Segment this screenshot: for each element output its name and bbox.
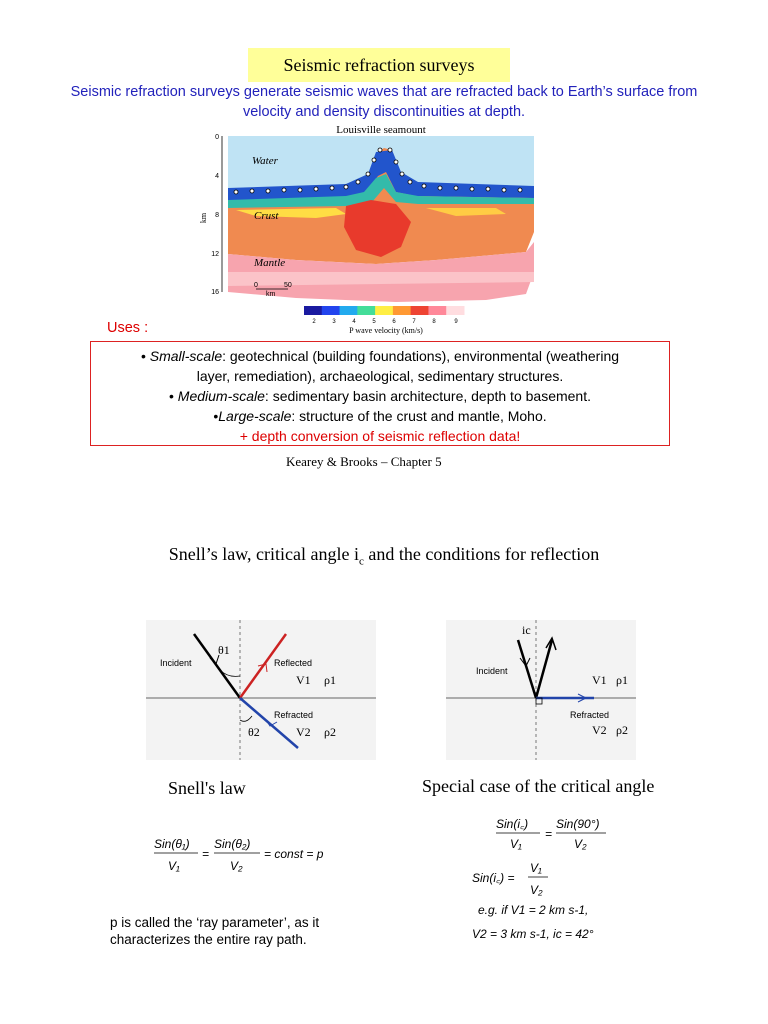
critical-caption: Special case of the critical angle: [422, 776, 655, 796]
uses-label: Uses :: [107, 320, 149, 336]
incident-label: Incident: [160, 658, 192, 668]
label-crust: Crust: [254, 210, 279, 222]
y-tick: 12: [211, 251, 219, 258]
v2-label: V2: [592, 723, 607, 737]
large-scale-label: Large-scale: [218, 408, 292, 424]
svg-text:Sin(θ₂): Sin(θ₂): [214, 837, 251, 851]
svg-text:8: 8: [432, 319, 436, 325]
incident-label: Incident: [476, 666, 508, 676]
rho2-label: ρ2: [324, 725, 336, 739]
snell-rhs: = const = p: [264, 847, 324, 861]
reflected-label: Reflected: [274, 658, 313, 668]
depth-conversion-note: + depth conversion of seismic reflection data!: [239, 428, 521, 444]
svg-text:V₁: V₁: [530, 861, 542, 875]
small-scale-label: Small-scale: [149, 348, 223, 364]
snell-caption: Snell's law: [168, 778, 246, 798]
colorbar-swatch: [446, 306, 464, 315]
intro-text: Seismic refraction surveys generate seismic waves that are refracted back to Earth’s surface from velocity and density discontinuities at depth.: [70, 84, 698, 120]
page-title: Seismic refraction surveys: [248, 48, 510, 82]
svg-text:Sin(i꜀): Sin(i꜀): [496, 817, 529, 831]
svg-text:Sin(θ₁): Sin(θ₁): [154, 837, 190, 851]
colorbar-swatch: [322, 306, 340, 315]
colorbar-swatch: [357, 306, 375, 315]
rho1-label: ρ1: [616, 673, 628, 687]
v1-label: V1: [296, 673, 311, 687]
svg-text:V₂: V₂: [574, 837, 587, 851]
ray-parameter-note: p is called the ‘ray parameter’, as it characterizes the entire ray path.: [110, 915, 320, 947]
critical-angle-diagram: [446, 620, 636, 760]
snell-diagram: [146, 620, 376, 760]
y-tick: 16: [211, 289, 219, 296]
svg-text:V₁: V₁: [168, 859, 180, 873]
svg-text:=: =: [545, 827, 553, 841]
example-line1: e.g. if V1 = 2 km s-1,: [478, 903, 589, 917]
svg-text:7: 7: [412, 319, 416, 325]
snell-equation: [150, 826, 360, 886]
colorbar-label: P wave velocity (km/s): [349, 326, 423, 335]
colorbar-swatch: [375, 306, 393, 315]
critical-equations: [470, 810, 670, 950]
scale-label: km: [266, 291, 276, 298]
uses-box: • Small-scale: geotechnical (building foundations), environmental (weathering layer, remediation), archaeological, sedimentary structures. • Medium-scale: sedimentary basin architecture, depth to basement. •Large-scale: structure of the crust and mantle, Moho. + depth conversion of seismic reflection data!: [90, 341, 670, 446]
svg-text:V₂: V₂: [230, 859, 243, 873]
rho2-label: ρ2: [616, 723, 628, 737]
v1-label: V1: [592, 673, 607, 687]
ic-label: ic: [522, 623, 531, 637]
colorbar-swatch: [304, 306, 322, 315]
colorbar-swatch: [393, 306, 411, 315]
svg-text:6: 6: [392, 319, 396, 325]
refracted-label: Refracted: [570, 710, 610, 720]
y-tick: 0: [215, 134, 219, 141]
y-axis-label: km: [199, 212, 208, 224]
colorbar: [304, 306, 465, 315]
svg-text:5: 5: [372, 319, 376, 325]
svg-text:V₁: V₁: [510, 837, 522, 851]
rho1-label: ρ1: [324, 673, 336, 687]
svg-text:V₂: V₂: [530, 883, 543, 897]
svg-text:Sin(90°): Sin(90°): [556, 817, 600, 831]
svg-text:=: =: [202, 847, 210, 861]
svg-text:9: 9: [454, 319, 458, 325]
label-mantle: Mantle: [254, 257, 286, 269]
svg-text:4: 4: [352, 319, 356, 325]
svg-text:3: 3: [332, 319, 336, 325]
refracted-label: Refracted: [274, 710, 314, 720]
y-tick: 8: [215, 212, 219, 219]
svg-text:2: 2: [312, 319, 316, 325]
colorbar-swatch: [340, 306, 358, 315]
velocity-model-figure: [196, 122, 556, 337]
y-tick: 4: [215, 173, 219, 180]
scale-zero: 0: [254, 282, 258, 289]
theta1-label: θ1: [218, 643, 230, 657]
svg-text:Sin(i꜀) =: Sin(i꜀) =: [472, 871, 515, 885]
medium-scale-label: Medium-scale: [177, 388, 265, 404]
colorbar-swatch: [428, 306, 446, 315]
v2-label: V2: [296, 725, 311, 739]
figure-title: Louisville seamount: [336, 124, 426, 136]
scale-fifty: 50: [284, 282, 292, 289]
section-title: Snell’s law, critical angle $i_c$ and the conditions for reflection: [168, 544, 600, 568]
example-line2: V2 = 3 km s-1, ic = 42°: [472, 927, 594, 941]
label-water: Water: [252, 155, 278, 167]
citation: Kearey & Brooks – Chapter 5: [286, 454, 442, 469]
theta2-label: θ2: [248, 725, 260, 739]
colorbar-swatch: [411, 306, 429, 315]
